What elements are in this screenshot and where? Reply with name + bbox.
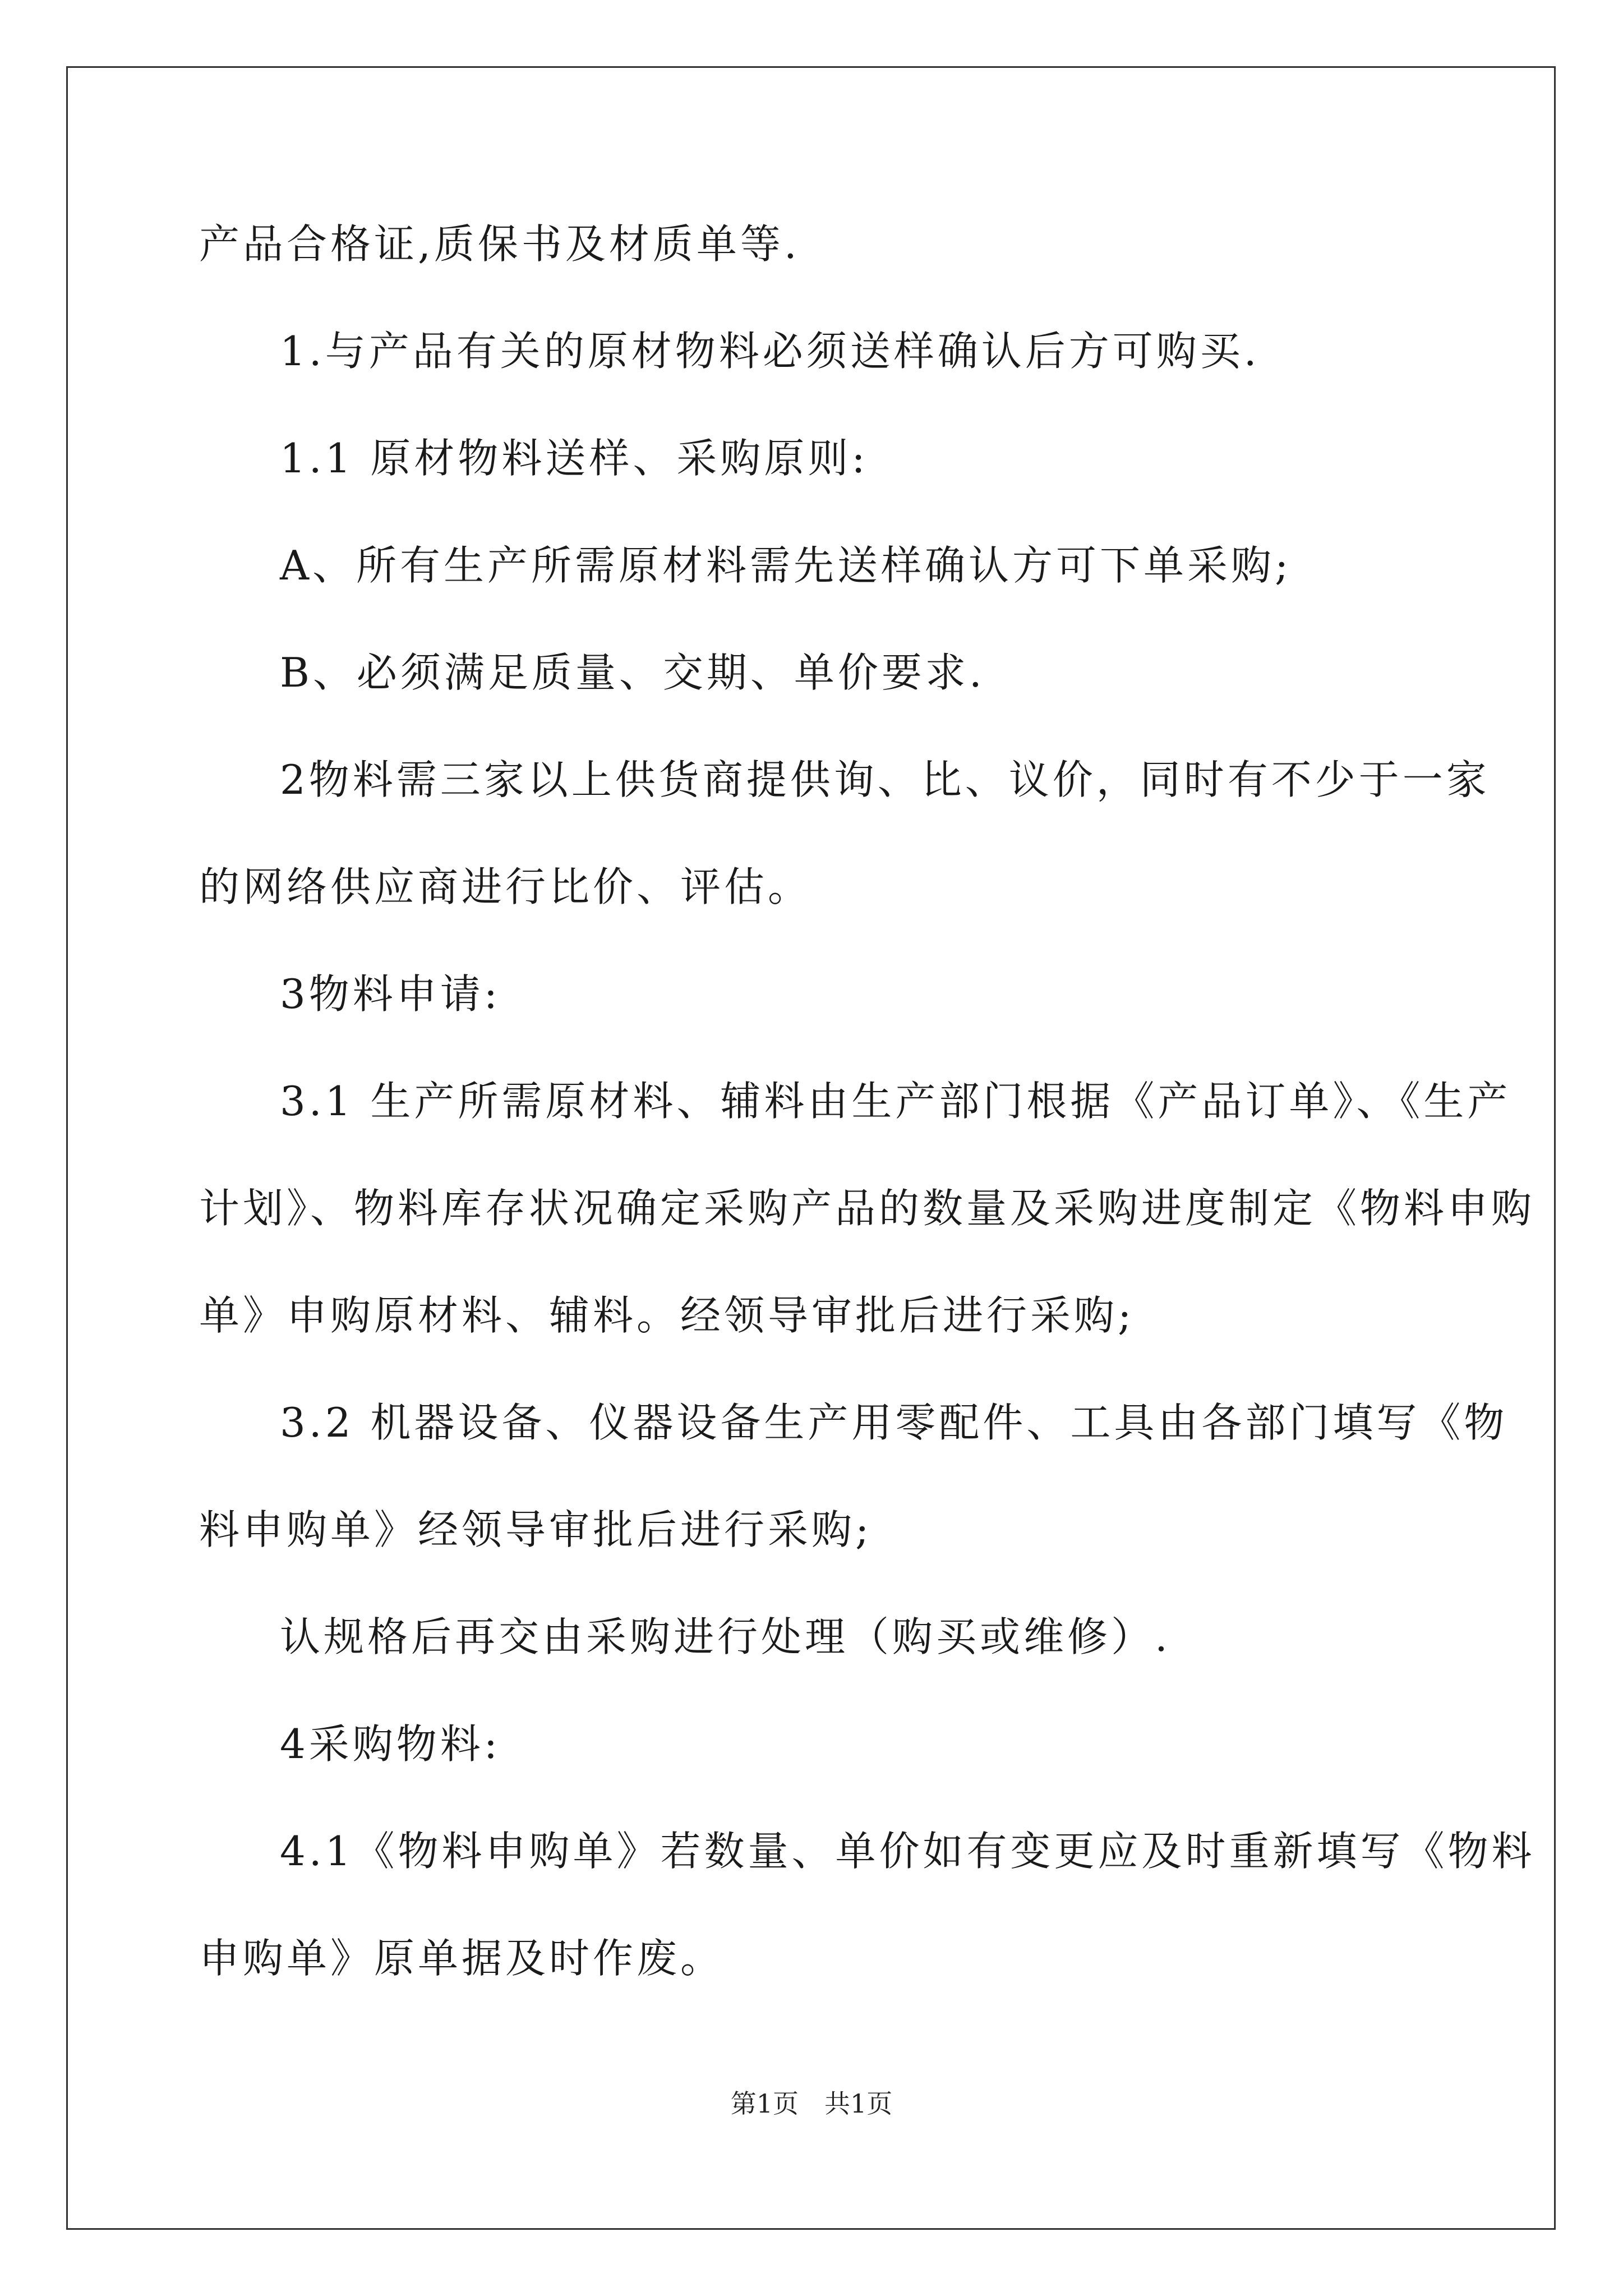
text-line: 申购单》原单据及时作废。 [199,1935,725,1982]
text-line: B、必须满足质量、交期、单价要求. [280,649,985,696]
text-line: 的网络供应商进行比价、评估。 [199,863,812,910]
text-line: 单》申购原材料、辅料。经领导审批后进行采购; [199,1292,1135,1339]
text-line: 4采购物料: [280,1720,501,1768]
text-line: 计划》、物料库存状况确定采购产品的数量及采购进度制定《物料申购 [199,1185,1536,1232]
text-line: 产品合格证,质保书及材质单等. [199,220,800,268]
text-line: A、所有生产所需原材料需先送样确认方可下单采购; [280,542,1292,589]
text-line: 料申购单》经领导审批后进行采购; [199,1506,873,1553]
text-line: 认规格后再交由采购进行处理（购买或维修）. [280,1613,1171,1660]
page-border [66,66,1556,2230]
page-footer [0,2087,1623,2120]
page-number-current: 第1页 [730,2088,799,2119]
text-line: 3.2 机器设备、仪器设备生产用零配件、工具由各部门填写《物 [280,1399,1508,1446]
text-line: 1.1 原材物料送样、采购原则: [280,435,869,482]
text-line: 2物料需三家以上供货商提供询、比、议价，同时有不少于一家 [280,756,1490,803]
page-number-total: 共1页 [824,2088,893,2119]
text-line: 4.1《物料申购单》若数量、单价如有变更应及时重新填写《物料 [280,1828,1536,1875]
text-line: 3物料申请: [280,970,501,1018]
text-line: 1.与产品有关的原材物料必须送样确认后方可购买. [280,328,1260,375]
text-line: 3.1 生产所需原材料、辅料由生产部门根据《产品订单》、《生产 [280,1078,1511,1125]
